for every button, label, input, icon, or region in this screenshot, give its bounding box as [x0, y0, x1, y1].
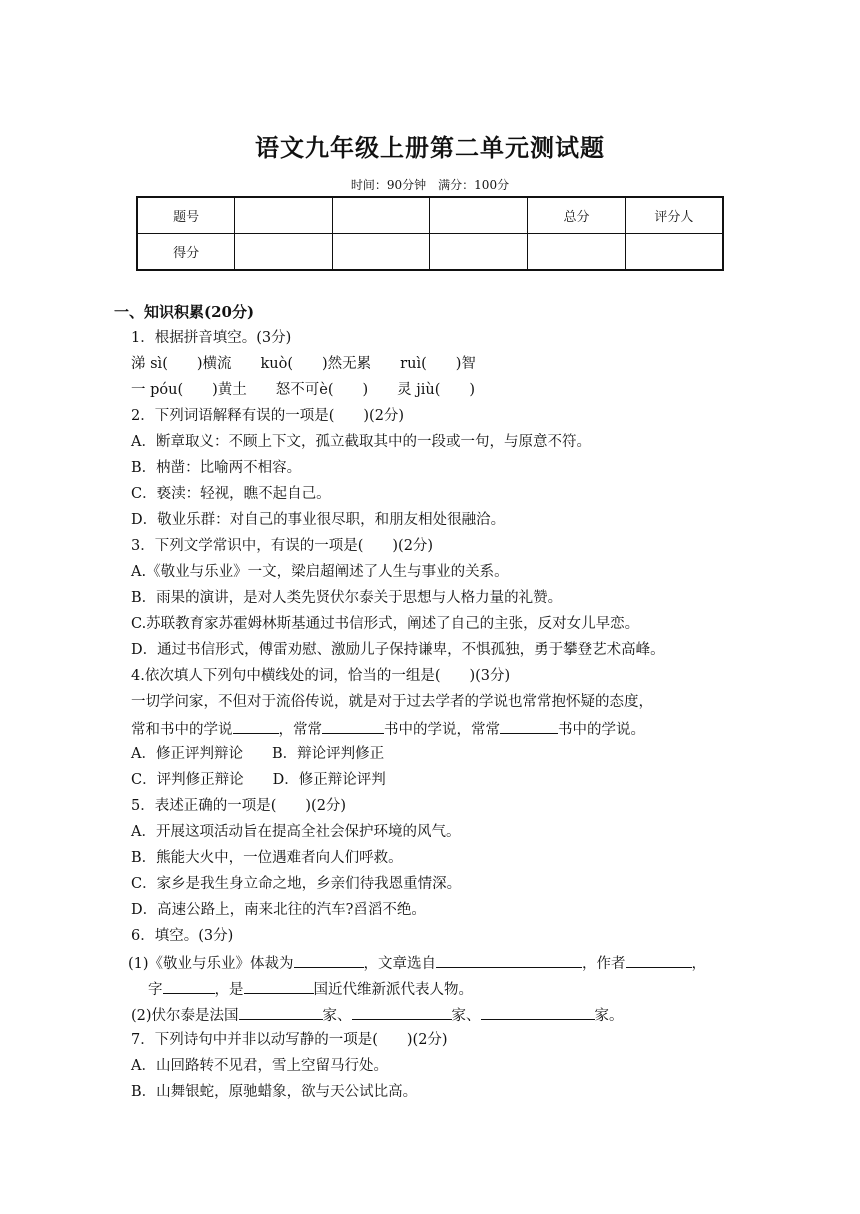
- fill-text: 国近代维新派代表人物。: [313, 982, 473, 998]
- pinyin-line: 涕 sì( )横流 kuò( )然无累 ruì( )智: [131, 356, 476, 372]
- table-cell: 总分: [528, 197, 626, 234]
- fill-line: [148, 978, 473, 1000]
- blank[interactable]: [626, 952, 692, 968]
- fill-text: 家、: [322, 1008, 352, 1024]
- option-b: B．枘凿：比喻两不相容。: [131, 460, 302, 476]
- question-stem: 6．填空。(3分): [131, 928, 234, 944]
- question-stem: 1．根据拼音填空。(3分): [131, 330, 292, 346]
- section-heading: 一、知识积累(20分): [114, 303, 255, 321]
- option-a: A．开展这项活动旨在提高全社会保护环境的风气。: [131, 824, 461, 840]
- option-a: A．山回路转不见君，雪上空留马行处。: [131, 1058, 388, 1074]
- question-stem: 2．下列词语解释有误的一项是( )(2分): [131, 408, 405, 424]
- question-stem: 7．下列诗句中并非以动写静的一项是( )(2分): [131, 1032, 448, 1048]
- passage-text: 常和书中的学说: [131, 722, 233, 738]
- option-a: A.《敬业与乐业》一文，梁启超阐述了人生与事业的关系。: [131, 564, 509, 580]
- blank[interactable]: [244, 978, 314, 994]
- table-row: [137, 234, 723, 271]
- blank[interactable]: [294, 952, 364, 968]
- table-cell[interactable]: [625, 234, 723, 271]
- fill-text: ，文章选自: [363, 956, 437, 972]
- fill-text: ，作者: [582, 956, 626, 972]
- fill-text: 家、: [451, 1008, 481, 1024]
- option-d: D．高速公路上，南来北往的汽车?舀滔不绝。: [131, 902, 426, 918]
- table-row: [137, 197, 723, 234]
- passage-fill-line: [131, 718, 645, 740]
- table-cell: 评分人: [625, 197, 723, 234]
- fill-text: (2)伏尔泰是法国: [131, 1008, 239, 1024]
- exam-info: 时间：90分钟 满分：100分: [350, 178, 510, 192]
- option-c: C.苏联教育家苏霍姆林斯基通过书信形式，阐述了自己的主张，反对女儿早恋。: [131, 616, 640, 632]
- question-stem: 5．表述正确的一项是( )(2分): [131, 798, 347, 814]
- table-cell[interactable]: [430, 234, 528, 271]
- option-b: B．山舞银蛇，原驰蜡象，欲与天公试比高。: [131, 1084, 418, 1100]
- blank[interactable]: [163, 978, 215, 994]
- option-b: B．雨果的演讲，是对人类先贤伏尔泰关于思想与人格力量的礼赞。: [131, 590, 563, 606]
- options-ab: A．修正评判辩论 B．辩论评判修正: [131, 746, 385, 762]
- table-cell[interactable]: [332, 234, 430, 271]
- options-cd: C．评判修正辩论 D．修正辩论评判: [131, 772, 386, 788]
- fill-text: (1)《敬业与乐业》体裁为: [128, 956, 294, 972]
- question-stem: 4.依次填人下列句中横线处的词，恰当的一组是( )(3分): [131, 668, 511, 684]
- option-a: A．断章取义：不顾上下文，孤立截取其中的一段或一句，与原意不符。: [131, 434, 591, 450]
- fill-text: 家。: [594, 1008, 624, 1024]
- option-b: B．熊能大火中，一位遇难者向人们呼救。: [131, 850, 403, 866]
- fill-text: ，是: [214, 982, 244, 998]
- blank[interactable]: [322, 718, 384, 734]
- question-stem: 3．下列文学常识中，有误的一项是( )(2分): [131, 538, 434, 554]
- blank[interactable]: [436, 952, 582, 968]
- option-d: D．敬业乐群：对自己的事业很尽职，和朋友相处很融洽。: [131, 512, 506, 528]
- passage-text: 书中的学说，常常: [384, 722, 500, 738]
- blank[interactable]: [233, 718, 279, 734]
- fill-text: ，: [691, 956, 707, 972]
- fill-line: [128, 952, 706, 974]
- passage-text: 书中的学说。: [558, 722, 645, 738]
- table-cell[interactable]: [528, 234, 626, 271]
- option-c: C．亵渎：轻视，瞧不起自己。: [131, 486, 331, 502]
- blank[interactable]: [352, 1004, 452, 1020]
- table-cell[interactable]: [430, 197, 528, 234]
- table-cell[interactable]: [235, 234, 333, 271]
- option-c: C．家乡是我生身立命之地，乡亲们待我恩重情深。: [131, 876, 462, 892]
- score-table: [136, 196, 724, 271]
- table-cell[interactable]: [235, 197, 333, 234]
- blank[interactable]: [500, 718, 558, 734]
- blank[interactable]: [239, 1004, 323, 1020]
- fill-text: 字: [148, 982, 163, 998]
- blank[interactable]: [481, 1004, 595, 1020]
- passage-text: 一切学问家，不但对于流俗传说，就是对于过去学者的学说也常常抱怀疑的态度，: [131, 694, 653, 710]
- fill-line: [131, 1004, 624, 1026]
- passage-text: ，常常: [278, 722, 322, 738]
- option-d: D．通过书信形式，傅雷劝慰、激励儿子保持谦卑，不惧孤独，勇于攀登艺术高峰。: [131, 642, 665, 658]
- table-cell: 题号: [137, 197, 235, 234]
- page-title: 语文九年级上册第二单元测试题: [255, 133, 605, 162]
- table-cell: 得分: [137, 234, 235, 271]
- pinyin-line: 一 póu( )黄土 怒不可è( ) 灵 jiù( ): [131, 382, 476, 398]
- table-cell[interactable]: [332, 197, 430, 234]
